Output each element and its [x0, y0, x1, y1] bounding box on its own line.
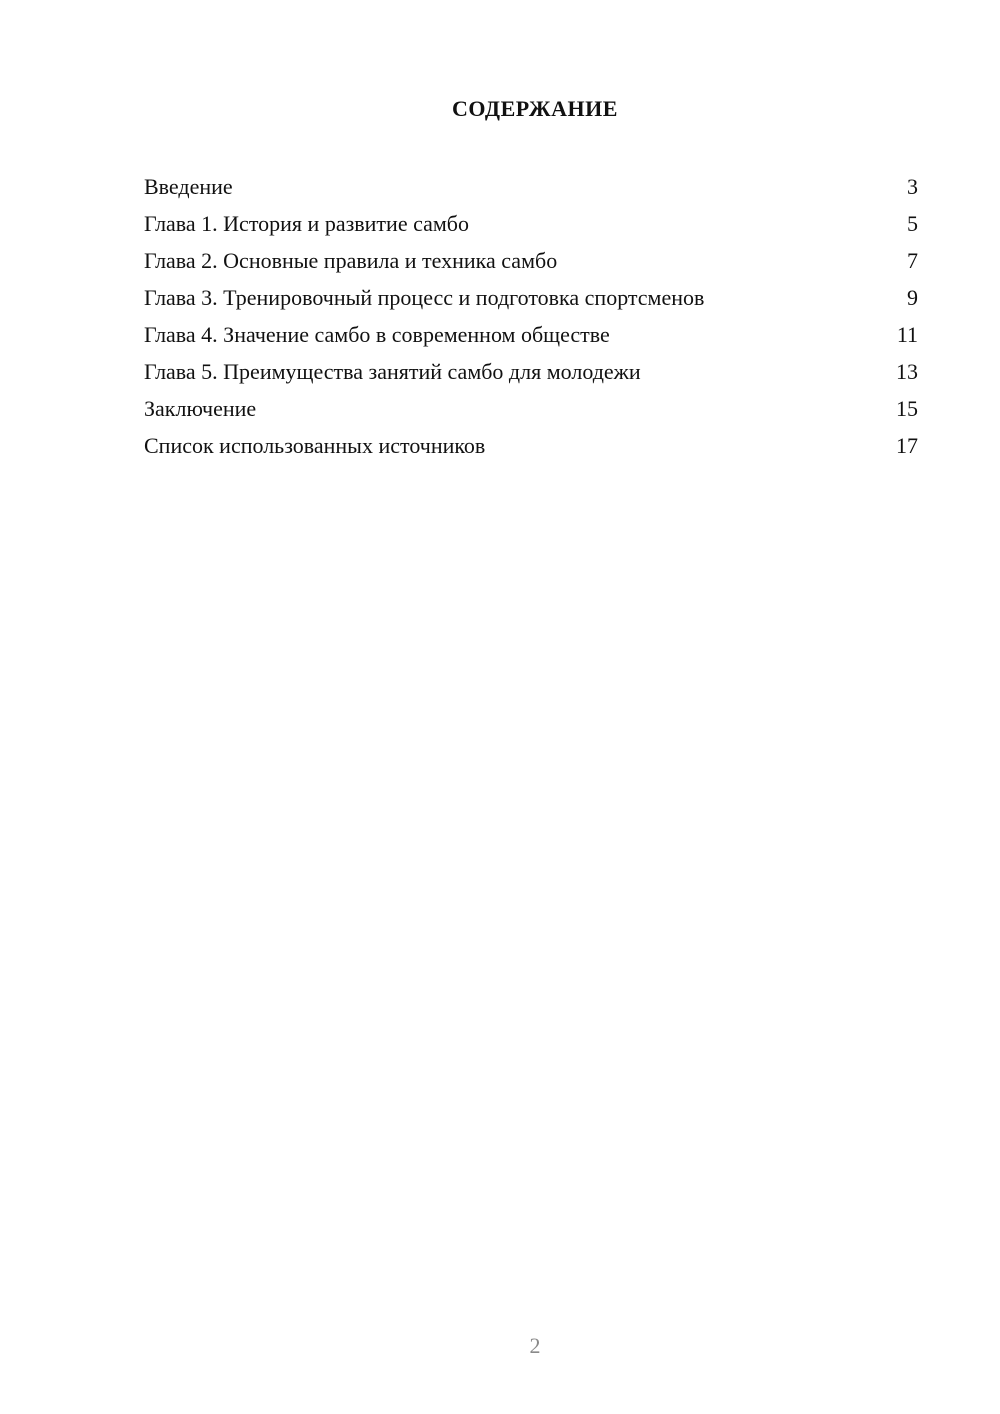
toc-item-label: Глава 3. Тренировочный процесс и подготовка спортсменов	[144, 285, 705, 310]
toc-item-label: Глава 1. История и развитие самбо	[144, 211, 469, 236]
toc-item-chapter-5	[144, 353, 918, 390]
toc-item-references	[144, 427, 918, 464]
toc-item-page: 17	[896, 433, 918, 458]
toc-item-label: Глава 5. Преимущества занятий самбо для молодежи	[144, 359, 641, 384]
toc-item-label: Глава 2. Основные правила и техника самбо	[144, 248, 558, 273]
toc-item-label: Заключение	[144, 396, 257, 421]
toc-item-page: 3	[907, 174, 918, 199]
toc-item-conclusion	[144, 390, 918, 427]
toc-item-introduction	[144, 168, 918, 205]
toc-item-label: Глава 4. Значение самбо в современном обществе	[144, 322, 610, 347]
toc-item-page: 9	[907, 285, 918, 310]
page-number: 2	[529, 1333, 541, 1358]
toc-item-chapter-2	[144, 242, 918, 279]
toc-item-label: Введение	[144, 174, 233, 199]
toc-item-page: 15	[896, 396, 918, 421]
toc-item-chapter-4	[144, 316, 918, 353]
toc-item-page: 11	[896, 322, 918, 347]
page-title: СОДЕРЖАНИЕ	[452, 96, 618, 121]
toc-item-page: 7	[907, 248, 918, 273]
toc-item-page: 5	[907, 211, 918, 236]
toc-item-chapter-3	[144, 279, 918, 316]
toc-item-chapter-1	[144, 205, 918, 242]
toc-item-page: 13	[896, 359, 918, 384]
table-of-contents	[144, 168, 918, 464]
toc-item-label: Список использованных источников	[144, 433, 486, 458]
